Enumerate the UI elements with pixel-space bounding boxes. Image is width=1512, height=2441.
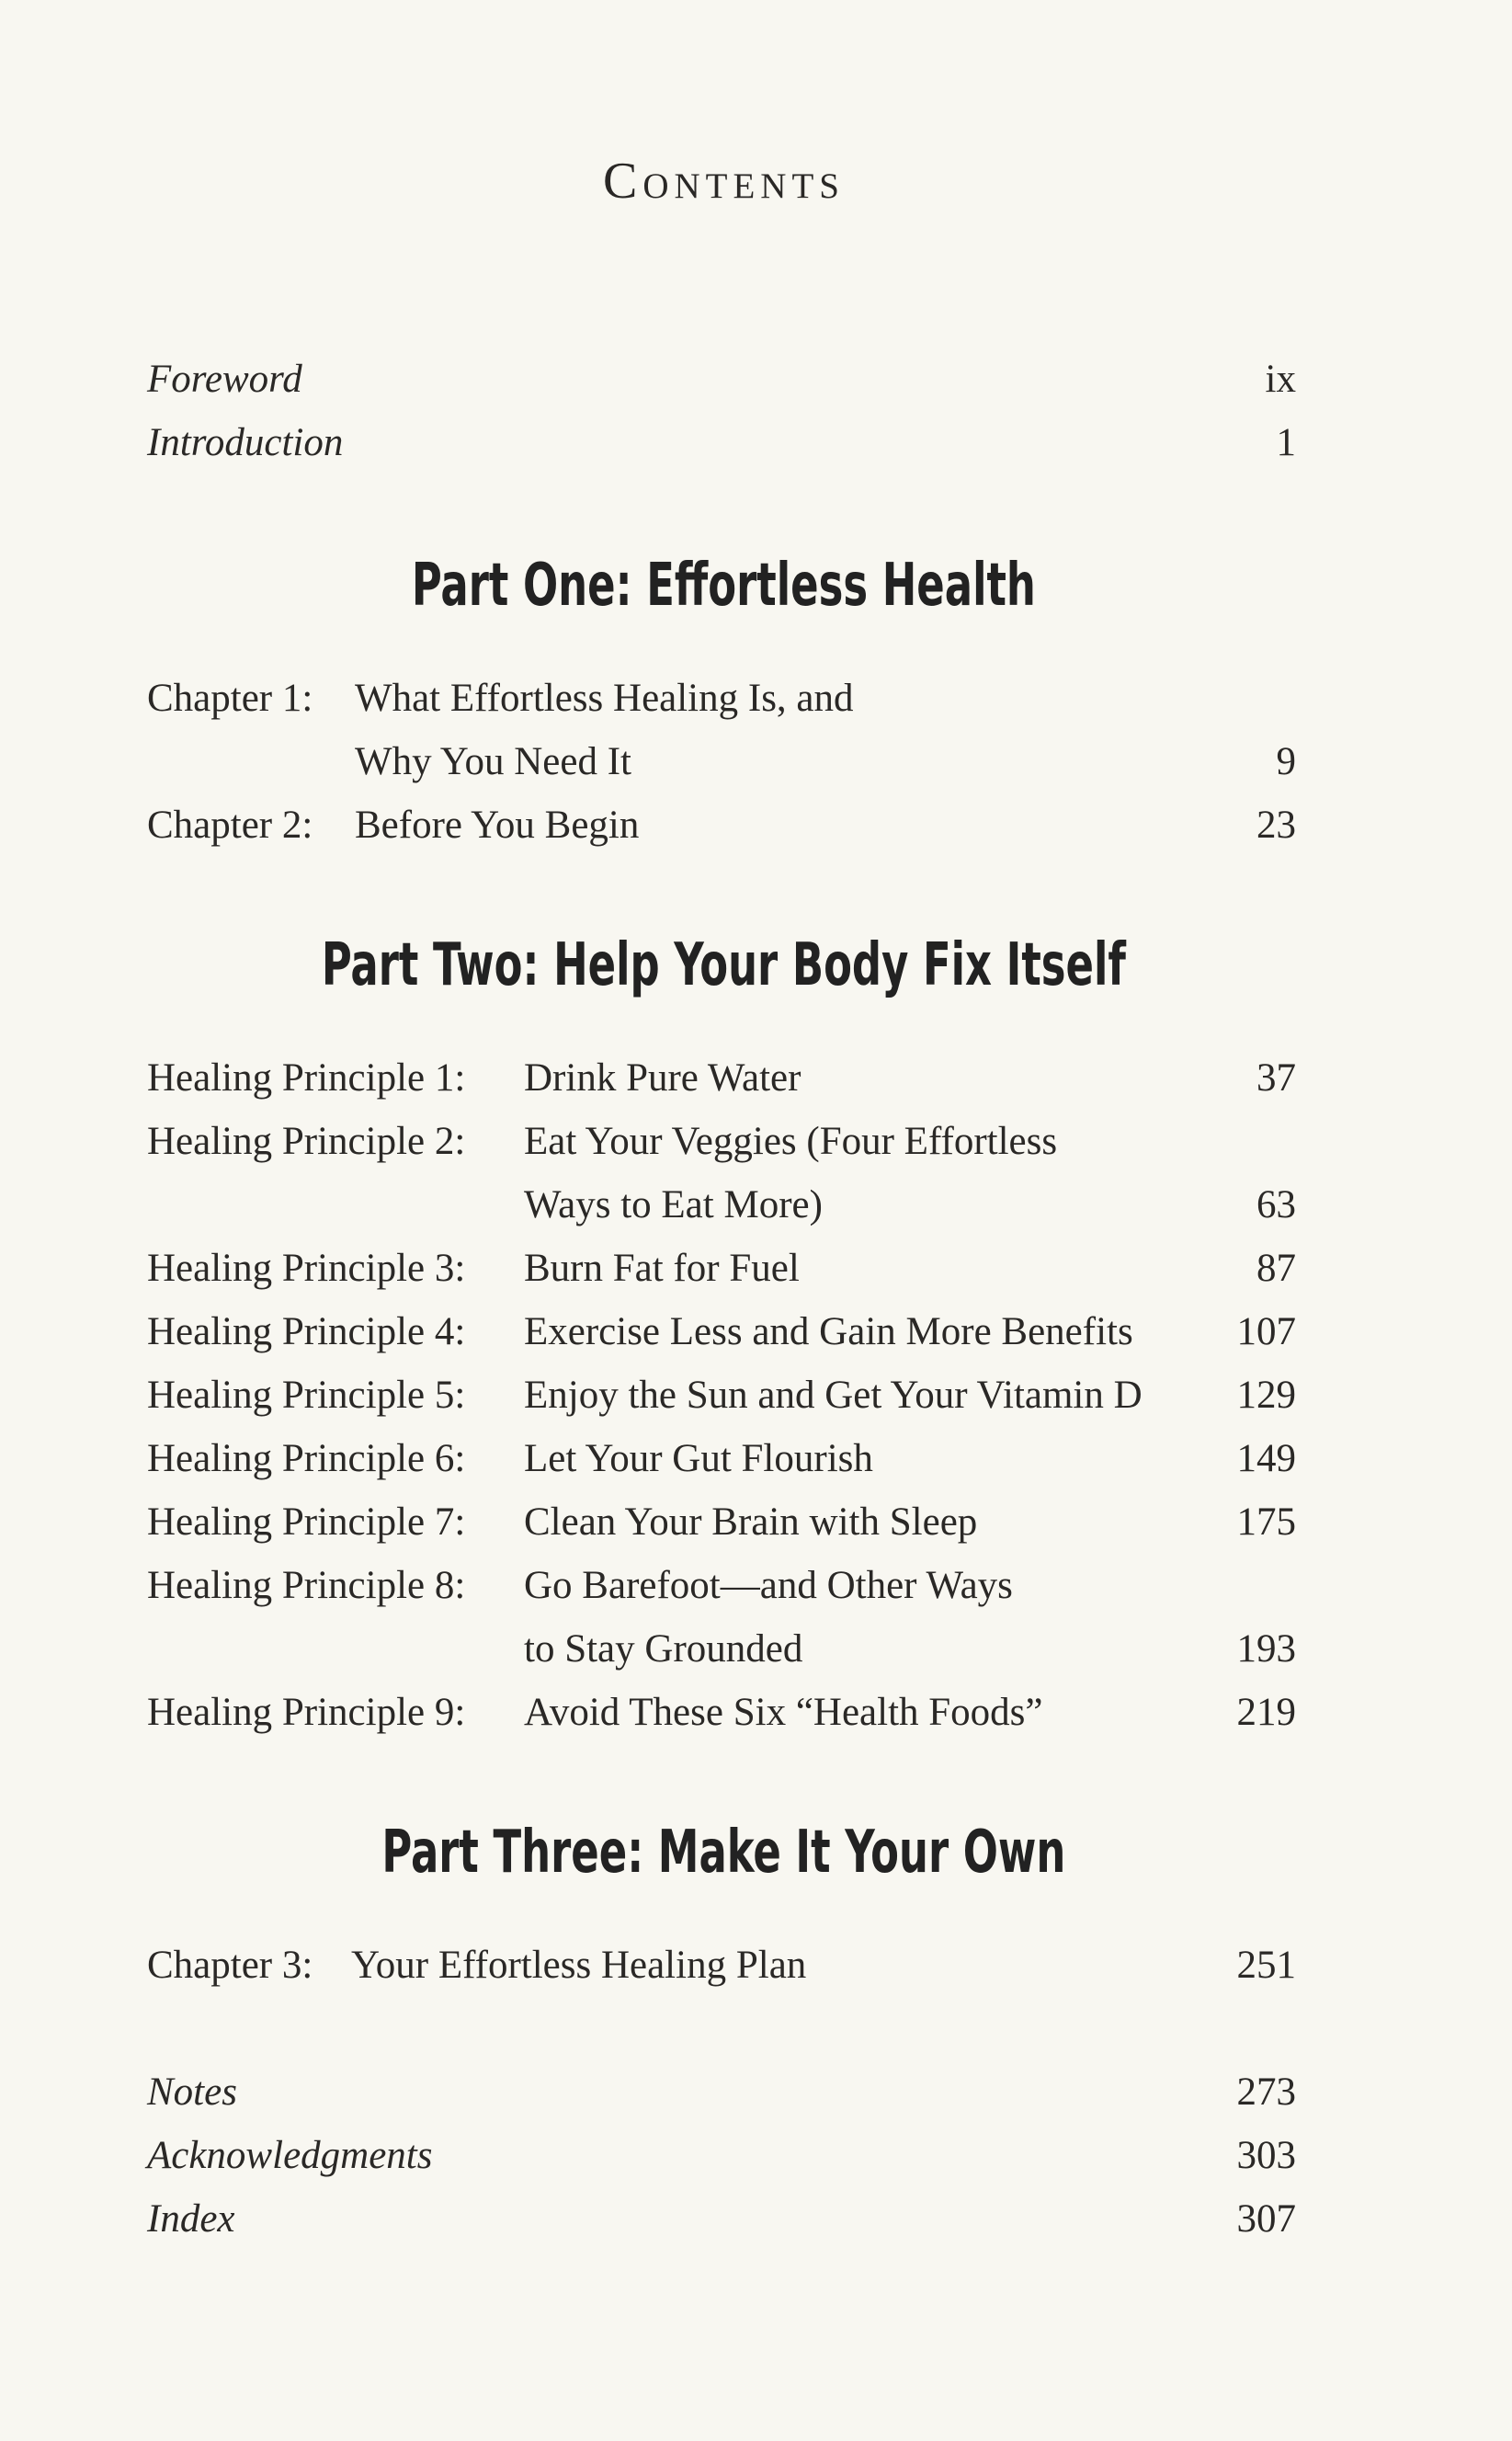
entry-title-continued: to Stay Grounded [524, 1627, 803, 1671]
entry-title: What Effortless Healing Is, and [355, 677, 854, 720]
part-heading-two: Part Two: Help Your Body Fix Itself [321, 931, 1126, 999]
page-number: 219 [1236, 1691, 1296, 1734]
entry-label: Healing Principle 5: [147, 1374, 466, 1417]
page-number: 23 [1256, 804, 1296, 847]
part-heading-one: Part One: Effortless Health [411, 552, 1036, 620]
page-number: 175 [1236, 1500, 1296, 1544]
entry-title-continued: Why You Need It [355, 740, 631, 783]
page-number: 63 [1256, 1183, 1296, 1226]
toc-entry-principle-2[interactable] [147, 1110, 1296, 1174]
toc-entry-chapter-2[interactable] [147, 793, 1296, 858]
entry-label: Introduction [147, 421, 344, 464]
page-number: 307 [1236, 2197, 1296, 2241]
toc-entry-principle-2-cont[interactable] [147, 1173, 1296, 1238]
entry-label: Healing Principle 2: [147, 1120, 466, 1163]
toc-entry-principle-9[interactable] [147, 1681, 1296, 1745]
page-number: 129 [1236, 1374, 1296, 1417]
entry-title: Burn Fat for Fuel [524, 1247, 800, 1290]
toc-entry-principle-6[interactable] [147, 1427, 1296, 1491]
page-number: 37 [1256, 1056, 1296, 1100]
entry-label: Notes [147, 2070, 237, 2114]
entry-title: Exercise Less and Gain More Benefits [524, 1310, 1133, 1353]
entry-label: Healing Principle 3: [147, 1247, 466, 1290]
toc-entry-principle-1[interactable] [147, 1046, 1296, 1111]
page-number: 149 [1236, 1437, 1296, 1480]
entry-title: Your Effortless Healing Plan [351, 1944, 807, 1987]
page-number: 273 [1236, 2070, 1296, 2114]
page-number: ix [1265, 358, 1296, 401]
toc-entry-principle-8[interactable] [147, 1554, 1296, 1618]
toc-entry-chapter-3[interactable] [147, 1933, 1296, 1998]
entry-title: Before You Begin [355, 804, 640, 847]
entry-label: Healing Principle 6: [147, 1437, 466, 1480]
entry-label: Healing Principle 9: [147, 1691, 466, 1734]
toc-entry-introduction[interactable] [147, 411, 1296, 475]
entry-title: Avoid These Six “Health Foods” [524, 1691, 1043, 1734]
toc-entry-chapter-1[interactable] [147, 667, 1296, 731]
toc-entry-index[interactable] [147, 2187, 1296, 2252]
page-title: Contents [602, 153, 845, 210]
toc-entry-principle-4[interactable] [147, 1300, 1296, 1364]
entry-title: Go Barefoot—and Other Ways [524, 1564, 1013, 1607]
entry-label: Acknowledgments [147, 2134, 433, 2177]
page-number: 303 [1236, 2134, 1296, 2177]
entry-label: Healing Principle 7: [147, 1500, 466, 1544]
entry-title: Let Your Gut Flourish [524, 1437, 873, 1480]
page-number: 87 [1256, 1247, 1296, 1290]
toc-entry-principle-7[interactable] [147, 1490, 1296, 1555]
entry-title: Eat Your Veggies (Four Effortless [524, 1120, 1058, 1163]
entry-label: Chapter 3: [147, 1944, 313, 1987]
toc-entry-principle-5[interactable] [147, 1363, 1296, 1428]
toc-entry-chapter-1-cont[interactable] [147, 730, 1296, 794]
entry-label: Healing Principle 8: [147, 1564, 466, 1607]
toc-entry-principle-3[interactable] [147, 1237, 1296, 1301]
entry-title: Clean Your Brain with Sleep [524, 1500, 978, 1544]
entry-title: Enjoy the Sun and Get Your Vitamin D [524, 1374, 1143, 1417]
toc-entry-principle-8-cont[interactable] [147, 1617, 1296, 1682]
page-number: 251 [1236, 1944, 1296, 1987]
entry-title-continued: Ways to Eat More) [524, 1183, 823, 1226]
entry-label: Healing Principle 1: [147, 1056, 466, 1100]
page-number: 193 [1236, 1627, 1296, 1671]
entry-label: Index [147, 2197, 235, 2241]
entry-label: Chapter 2: [147, 804, 313, 847]
part-heading-three: Part Three: Make It Your Own [381, 1819, 1066, 1887]
entry-label: Chapter 1: [147, 677, 313, 720]
toc-entry-notes[interactable] [147, 2060, 1296, 2125]
toc-entry-acknowledgments[interactable] [147, 2124, 1296, 2188]
entry-title: Drink Pure Water [524, 1056, 801, 1100]
page-number: 107 [1236, 1310, 1296, 1353]
page-number: 1 [1276, 421, 1296, 464]
page-number: 9 [1276, 740, 1296, 783]
entry-label: Foreword [147, 358, 302, 401]
toc-entry-foreword[interactable] [147, 348, 1296, 412]
entry-label: Healing Principle 4: [147, 1310, 466, 1353]
